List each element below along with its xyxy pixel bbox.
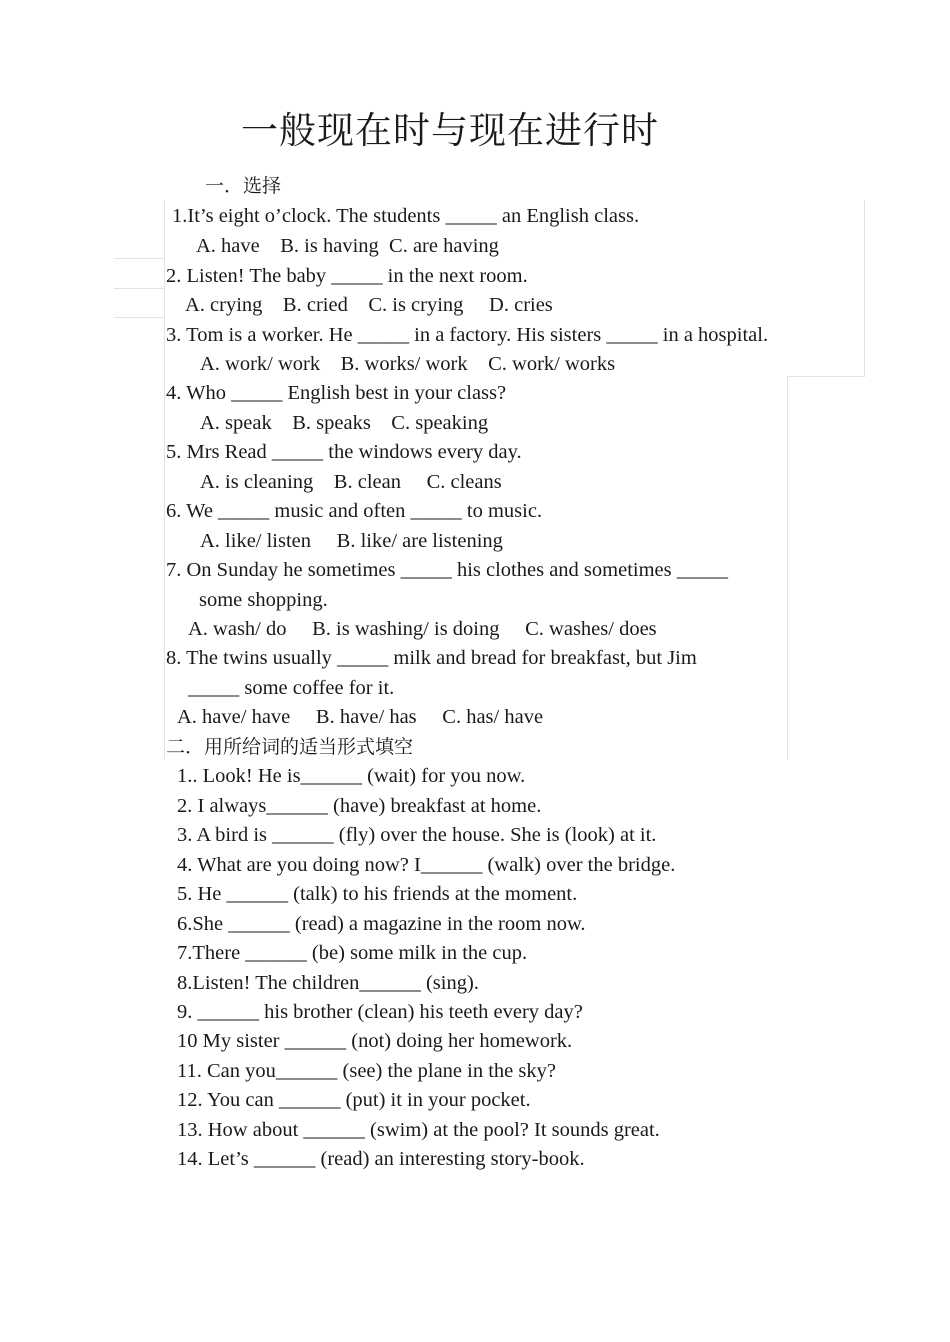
- question-line: 2. Listen! The baby _____ in the next room.: [166, 265, 528, 287]
- section-heading: 二．用所给词的适当形式填空: [166, 736, 414, 758]
- options-line: A. like/ listen B. like/ are listening: [200, 530, 503, 552]
- page-title: 一般现在时与现在进行时: [241, 109, 659, 152]
- fill-blank-item: 10 My sister ______ (not) doing her homework.: [177, 1030, 573, 1052]
- fill-blank-item: 14. Let’s ______ (read) an interesting story-book.: [177, 1148, 585, 1170]
- fill-blank-item: 4. What are you doing now? I______ (walk) over the bridge.: [177, 854, 676, 876]
- question-line: 6. We _____ music and often _____ to music.: [166, 500, 543, 522]
- question-line: 8. The twins usually _____ milk and bread for breakfast, but Jim: [166, 647, 697, 669]
- guide-line: [114, 258, 164, 259]
- options-line: A. speak B. speaks C. speaking: [200, 412, 489, 434]
- question-line: 1.It’s eight o’clock. The students _____ an English class.: [172, 205, 640, 227]
- fill-blank-item: 6.She ______ (read) a magazine in the room now.: [177, 913, 586, 935]
- fill-blank-item: 5. He ______ (talk) to his friends at the moment.: [177, 883, 578, 905]
- question-line: 4. Who _____ English best in your class?: [166, 382, 507, 404]
- fill-blank-item: 1.. Look! He is______ (wait) for you now.: [177, 765, 526, 787]
- guide-line: [787, 376, 788, 760]
- options-line: A. is cleaning B. clean C. cleans: [200, 471, 502, 493]
- fill-blank-item: 13. How about ______ (swim) at the pool? It sounds great.: [177, 1119, 660, 1141]
- question-line: 3. Tom is a worker. He _____ in a factory. His sisters _____ in a hospital.: [166, 324, 769, 346]
- options-line: A. wash/ do B. is washing/ is doing C. washes/ does: [188, 618, 657, 640]
- fill-blank-item: 12. You can ______ (put) it in your pocket.: [177, 1089, 531, 1111]
- fill-blank-item: 2. I always______ (have) breakfast at home.: [177, 795, 542, 817]
- guide-line: [864, 200, 865, 376]
- guide-line: [114, 288, 164, 289]
- options-line: A. have B. is having C. are having: [196, 235, 499, 257]
- guide-line: [787, 376, 865, 377]
- guide-line: [114, 317, 164, 318]
- fill-blank-item: 9. ______ his brother (clean) his teeth every day?: [177, 1001, 583, 1023]
- fill-blank-item: 7.There ______ (be) some milk in the cup.: [177, 942, 528, 964]
- fill-blank-item: 8.Listen! The children______ (sing).: [177, 972, 479, 994]
- question-line: 7. On Sunday he sometimes _____ his clothes and sometimes _____: [166, 559, 728, 581]
- fill-blank-item: 11. Can you______ (see) the plane in the sky?: [177, 1060, 556, 1082]
- fill-blank-item: 3. A bird is ______ (fly) over the house. She is (look) at it.: [177, 824, 657, 846]
- options-line: A. have/ have B. have/ has C. has/ have: [177, 706, 544, 728]
- question-line: 5. Mrs Read _____ the windows every day.: [166, 441, 522, 463]
- guide-line: [164, 200, 165, 760]
- section-heading: 一．选择: [205, 175, 282, 197]
- options-line: A. work/ work B. works/ work C. work/ works: [200, 353, 616, 375]
- question-line: _____ some coffee for it.: [188, 677, 395, 699]
- question-line: some shopping.: [199, 589, 328, 611]
- options-line: A. crying B. cried C. is crying D. cries: [185, 294, 553, 316]
